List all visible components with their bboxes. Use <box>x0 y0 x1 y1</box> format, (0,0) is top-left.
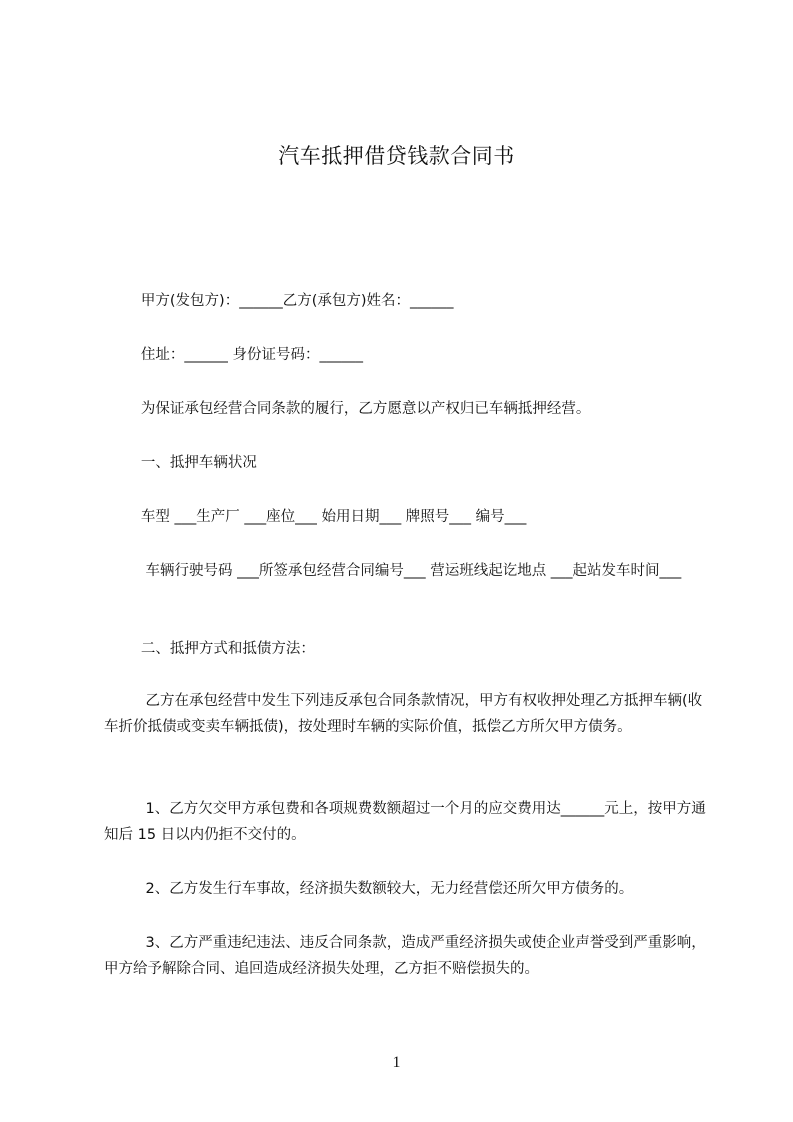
purpose-paragraph: 为保证承包经营合同条款的履行，乙方愿意以产权归已车辆抵押经营。 <box>104 401 591 417</box>
party-info-line: 甲方(发包方)：______乙方(承包方)姓名：______ <box>104 293 454 309</box>
clause-3: 3、乙方严重违纪违法、违反合同条款，造成严重经济损失或使企业声誉受到严重影响，甲方给予解除合同、追回造成经济损失处理，乙方拒不赔偿损失的。 <box>104 935 706 977</box>
clause-1: 1、乙方欠交甲方承包费和各项规费数额超过一个月的应交费用达______元上，按甲方通知后 15 日以内仍拒不交付的。 <box>104 801 706 843</box>
mortgage-method-paragraph: 乙方在承包经营中发生下列违反承包合同条款情况，甲方有权收押处理乙方抵押车辆(收车折价抵债或变卖车辆抵债)，按处理时车辆的实际价值，抵偿乙方所欠甲方债务。 <box>104 693 703 735</box>
vehicle-operation-line: 车辆行驶号码 ___所签承包经营合同编号___ 营运班线起讫地点 ___起站发车时间___ <box>104 563 682 579</box>
document-title: 汽车抵押借贷钱款合同书 <box>278 144 515 168</box>
section-heading-mortgage-method: 二、抵押方式和抵债方法： <box>104 641 315 657</box>
page-number: 1 <box>392 1054 401 1071</box>
vehicle-details-line: 车型 ___生产厂 ___座位___ 始用日期___ 牌照号___ 编号___ <box>104 509 527 525</box>
section-heading-vehicle-status: 一、抵押车辆状况 <box>104 455 257 471</box>
address-id-line: 住址：______ 身份证号码：______ <box>104 347 363 363</box>
clause-2: 2、乙方发生行车事故，经济损失数额较大，无力经营偿还所欠甲方债务的。 <box>104 881 634 897</box>
